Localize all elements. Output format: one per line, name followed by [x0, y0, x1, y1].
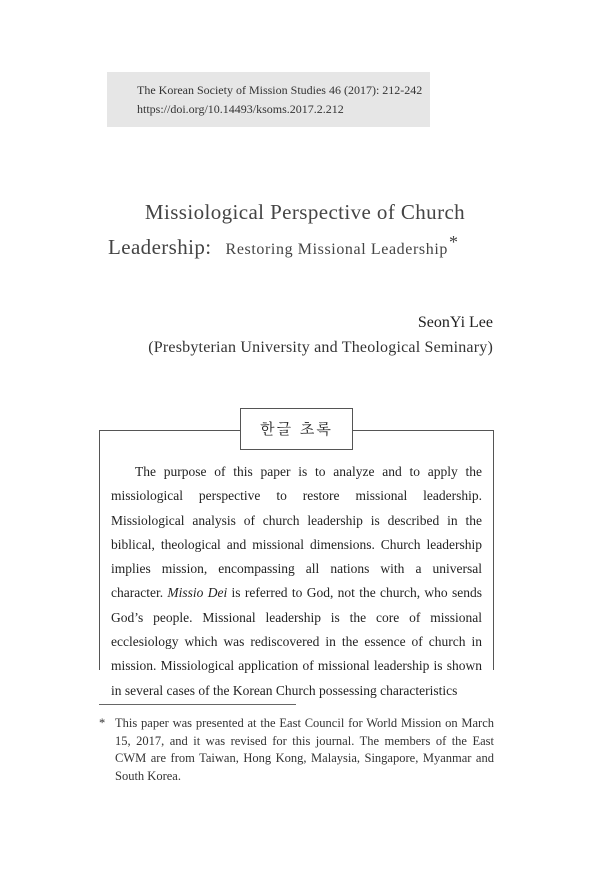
- title-footnote-mark: *: [448, 232, 459, 252]
- abstract-body: [111, 460, 482, 698]
- journal-citation: The Korean Society of Mission Studies 46 (2017): 212-242: [137, 83, 423, 97]
- journal-header-box: [107, 72, 430, 127]
- footnote: [99, 715, 494, 785]
- paper-title-line2: [108, 232, 458, 260]
- abstract-text-part2: is referred to God, not the church, who sends God’s people. Missional leadership is the core of missional ecclesiology which was rediscovered in the essence of church in mission. Missiological application of missional leadership is shown in several cases of the Korean Church possessing characteristics: [111, 585, 482, 698]
- footnote-mark: *: [99, 716, 106, 730]
- author-affiliation: (Presbyterian University and Theological Seminary): [148, 339, 493, 356]
- paper-title-line1: Missiological Perspective of Church: [144, 200, 466, 224]
- footnote-divider: [99, 704, 296, 705]
- abstract-italic-term: Missio Dei: [167, 585, 228, 601]
- abstract-label: 한글 초록: [240, 408, 353, 450]
- author-name: SeonYi Lee: [417, 314, 493, 331]
- paper-title-main: Leadership: [108, 235, 206, 259]
- abstract-text-part1: The purpose of this paper is to analyze and to apply the missiological perspective to restore missional leadership. Missiological analysis of church leadership is described in the biblical, theological and missional dimensions. Church leadership implies mission, encompassing all nations with a universal character.: [111, 464, 482, 601]
- footnote-text: This paper was presented at the East Council for World Mission on March 15, 2017, and it was revised for this journal. The members of the East CWM are from Taiwan, Hong Kong, Malaysia, Singapore, Myanmar and South Korea.: [115, 716, 494, 783]
- paper-subtitle: Restoring Missional Leadership: [225, 241, 448, 258]
- journal-doi: https://doi.org/10.14493/ksoms.2017.2.212: [137, 102, 344, 116]
- paper-title-colon: :: [205, 235, 212, 259]
